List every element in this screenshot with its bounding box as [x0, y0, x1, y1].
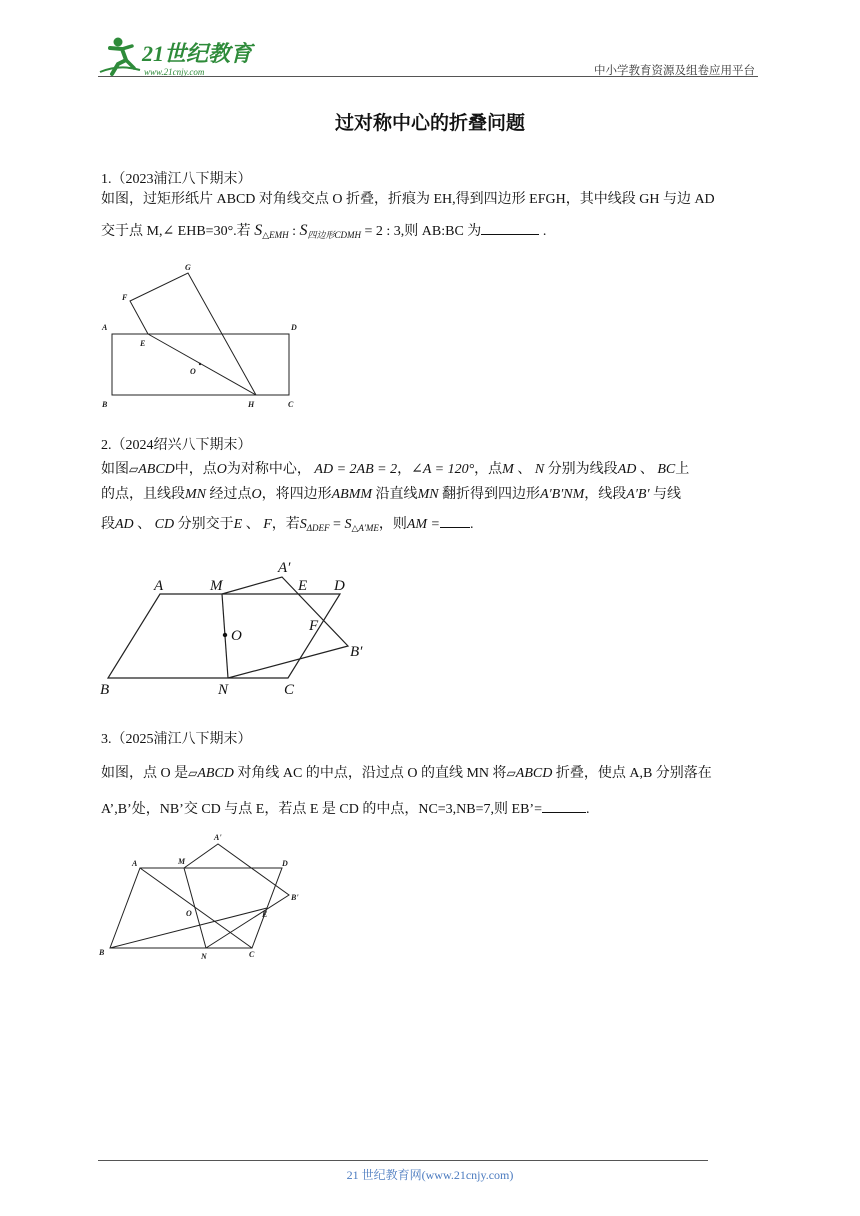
header-divider	[98, 76, 758, 77]
q2-answer-blank[interactable]	[440, 527, 470, 528]
q1-label-b: B	[102, 400, 108, 409]
q1-label-c: C	[288, 400, 294, 409]
logo-main-text: 21世纪教育	[142, 41, 253, 66]
q2-label-b: B	[100, 682, 110, 698]
q2-label-m: M	[210, 578, 223, 594]
page-title: 过对称中心的折叠问题	[334, 112, 525, 134]
q3-label-b: B	[99, 948, 105, 957]
q1-source: 1.（2023浦江八下期末）	[101, 172, 252, 187]
q2-label-a: A	[154, 578, 164, 594]
q3-answer-blank[interactable]	[542, 812, 586, 813]
q2-source: 2.（2024绍兴八下期末）	[101, 438, 252, 453]
q3-label-a: A	[132, 859, 138, 868]
q1-text-b: ,则 AB:BC 为	[400, 224, 482, 239]
q3-label-a-prime: A'	[214, 833, 222, 842]
q3-label-e: E	[262, 910, 268, 919]
header-tagline: 中小学教育资源及组卷应用平台	[594, 63, 755, 77]
q2-line1: 如图▱ABCD中，点O为对称中心， AD = 2AB = 2，∠A = 120°，点M 、 N 分别为线段AD 、 BC上	[101, 462, 690, 477]
q2-line2: 的点，且线段MN 经过点O，将四边形ABMM 沿直线MN 翻折得到四边形A′B′NM，线段A′B′ 与线	[101, 487, 682, 502]
q1-label-f: F	[122, 293, 128, 302]
logo-url-text: www.21cnjy.com	[144, 67, 205, 77]
q1-ratio: = 2 : 3	[364, 224, 401, 239]
q2-label-o: O	[231, 628, 242, 644]
q1-s-cdmh: 四边形CDMH	[307, 230, 361, 240]
footer-divider	[98, 1160, 708, 1161]
q3-label-d: D	[282, 859, 288, 868]
q1-label-a: A	[102, 323, 108, 332]
q1-answer-blank[interactable]	[481, 234, 539, 235]
q2-eq1: AD = 2AB = 2	[314, 462, 398, 477]
q2-label-n: N	[218, 682, 229, 698]
q2-label-b-prime: B′	[350, 644, 363, 660]
q1-label-d: D	[291, 323, 297, 332]
q3-figure	[96, 826, 308, 966]
q1-label-g: G	[185, 263, 191, 272]
q2-eq2: ∠A = 120°	[411, 462, 475, 477]
q3-line1: 如图，点 O 是▱ABCD 对角线 AC 的中点，沿过点 O 的直线 MN 将▱ABCD 折叠，使点 A,B 分别落在	[101, 766, 712, 781]
q1-label-h: H	[248, 400, 255, 409]
q1-line1: 如图，过矩形纸片 ABCD 对角线交点 O 折叠，折痕为 EH,得到四边形 EFGH，其中线段 GH 与边 AD	[101, 192, 715, 207]
q2-label-d: D	[334, 578, 345, 594]
q1-s-emh: △EMH	[262, 230, 289, 240]
q2-figure	[100, 556, 372, 700]
runner-icon	[100, 38, 140, 75]
q2-label-a-prime: A′	[278, 560, 291, 576]
q2-line3: 段AD 、 CD 分别交于E 、 F，若$S_{\Delta DEF} = S_{\triangle A'ME}$，则AM = .	[101, 517, 474, 533]
q3-label-o: O	[186, 909, 192, 918]
q3-line2: A’,B’处，NB’交 CD 与点 E，若点 E 是 CD 的中点，NC=3,NB=7,则 EB’= .	[101, 802, 590, 817]
footer-link[interactable]: 21 世纪教育网(www.21cnjy.com)	[346, 1168, 514, 1182]
q3-label-b-prime: B'	[291, 893, 299, 902]
q3-source: 3.（2025浦江八下期末）	[101, 732, 252, 747]
q3-label-c: C	[249, 950, 255, 959]
site-logo	[96, 34, 258, 80]
q3-label-n: N	[201, 952, 207, 961]
q1-figure	[96, 258, 306, 413]
q2-label-f: F	[309, 618, 319, 634]
q2-label-c: C	[284, 682, 295, 698]
q1-label-e: E	[140, 339, 146, 348]
q1-text-a: 交于点 M,∠ EHB=30°.若	[101, 224, 251, 239]
q3-label-m: M	[178, 857, 186, 866]
q1-label-o: O	[190, 367, 196, 376]
q1-line2: 交于点 M,∠ EHB=30°.若 $S_{\triangle EMH}$ : $S_{四边形CDMH} = 2$ : 3,则 AB:BC 为 .	[101, 222, 547, 240]
q2-label-e: E	[298, 578, 308, 594]
